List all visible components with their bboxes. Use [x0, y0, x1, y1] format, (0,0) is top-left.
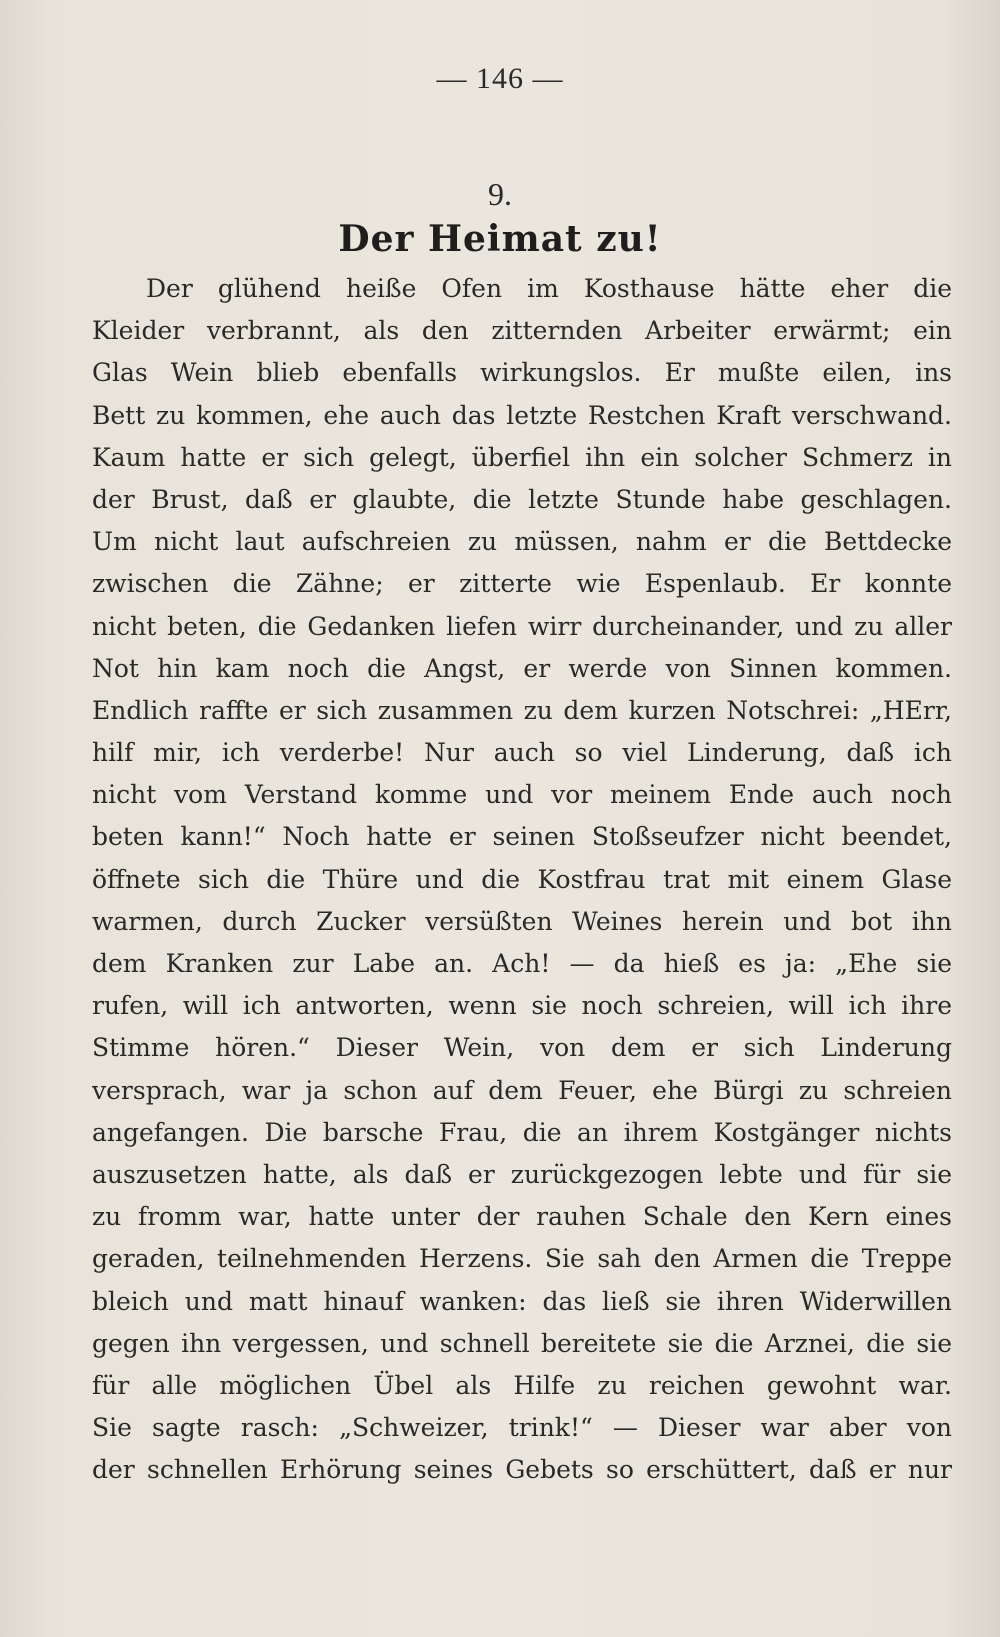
text-line: Bett zu kommen, ehe auch das letzte Restchen Kraft verschwand.	[92, 400, 952, 430]
text-line: beten kann!“ Noch hatte er seinen Stoßseufzer nicht beendet,	[92, 822, 952, 852]
text-line: dem Kranken zur Labe an. Ach! — da hieß es ja: „Ehe sie	[92, 949, 952, 978]
text-line: Glas Wein blieb ebenfalls wirkungslos. Er mußte eilen, ins	[92, 358, 952, 388]
text-line: Um nicht laut aufschreien zu müssen, nahm er die Bettdecke	[92, 527, 952, 557]
text-line: zwischen die Zähne; er zitterte wie Espenlaub. Er konnte	[92, 569, 952, 599]
text-line: warmen, durch Zucker versüßten Weines herein und bot ihn	[92, 906, 952, 936]
text-line: Kleider verbrannt, als den zitternden Arbeiter erwärmt; ein	[92, 316, 952, 346]
text-line: zu fromm war, hatte unter der rauhen Schale den Kern eines	[92, 1202, 952, 1232]
text-line: nicht vom Verstand komme und vor meinem Ende auch noch	[92, 780, 952, 810]
text-line: der schnellen Erhörung seines Gebets so erschüttert, daß er nur	[92, 1455, 952, 1485]
text-line: Kaum hatte er sich gelegt, überfiel ihn ein solcher Schmerz in	[92, 442, 952, 472]
text-line: Not hin kam noch die Angst, er werde von Sinnen kommen.	[92, 653, 952, 683]
text-line: rufen, will ich antworten, wenn sie noch schreien, will ich ihre	[92, 991, 952, 1021]
chapter-title: Der Heimat zu!	[338, 218, 662, 260]
page-number-header: — 146 —	[436, 62, 564, 95]
text-line: für alle möglichen Übel als Hilfe zu reichen gewohnt war.	[92, 1370, 952, 1400]
text-line: der Brust, daß er glaubte, die letzte Stunde habe geschlagen.	[92, 484, 952, 514]
text-line: geraden, teilnehmenden Herzens. Sie sah den Armen die Treppe	[92, 1244, 952, 1274]
text-line: Stimme hören.“ Dieser Wein, von dem er sich Linderung	[92, 1033, 952, 1063]
text-line: Sie sagte rasch: „Schweizer, trink!“ — Dieser war aber von	[92, 1413, 952, 1443]
text-line: hilf mir, ich verderbe! Nur auch so viel Linderung, daß ich	[92, 738, 952, 768]
text-line: gegen ihn vergessen, und schnell bereitete sie die Arznei, die sie	[92, 1328, 952, 1358]
text-line: angefangen. Die barsche Frau, die an ihrem Kostgänger nichts	[92, 1117, 952, 1147]
text-line: Endlich raffte er sich zusammen zu dem kurzen Notschrei: „HErr,	[92, 695, 952, 725]
text-line: versprach, war ja schon auf dem Feuer, ehe Bürgi zu schreien	[92, 1075, 952, 1105]
text-line: öffnete sich die Thüre und die Kostfrau trat mit einem Glase	[92, 864, 952, 894]
text-line: auszusetzen hatte, als daß er zurückgezogen lebte und für sie	[92, 1159, 952, 1189]
text-line: nicht beten, die Gedanken liefen wirr durcheinander, und zu aller	[92, 611, 952, 641]
body-text	[92, 268, 952, 1491]
text-line: Der glühend heiße Ofen im Kosthause hätte eher die	[146, 274, 952, 303]
chapter-number: 9.	[488, 176, 512, 212]
text-line: bleich und matt hinauf wanken: das ließ sie ihren Widerwillen	[92, 1286, 952, 1316]
